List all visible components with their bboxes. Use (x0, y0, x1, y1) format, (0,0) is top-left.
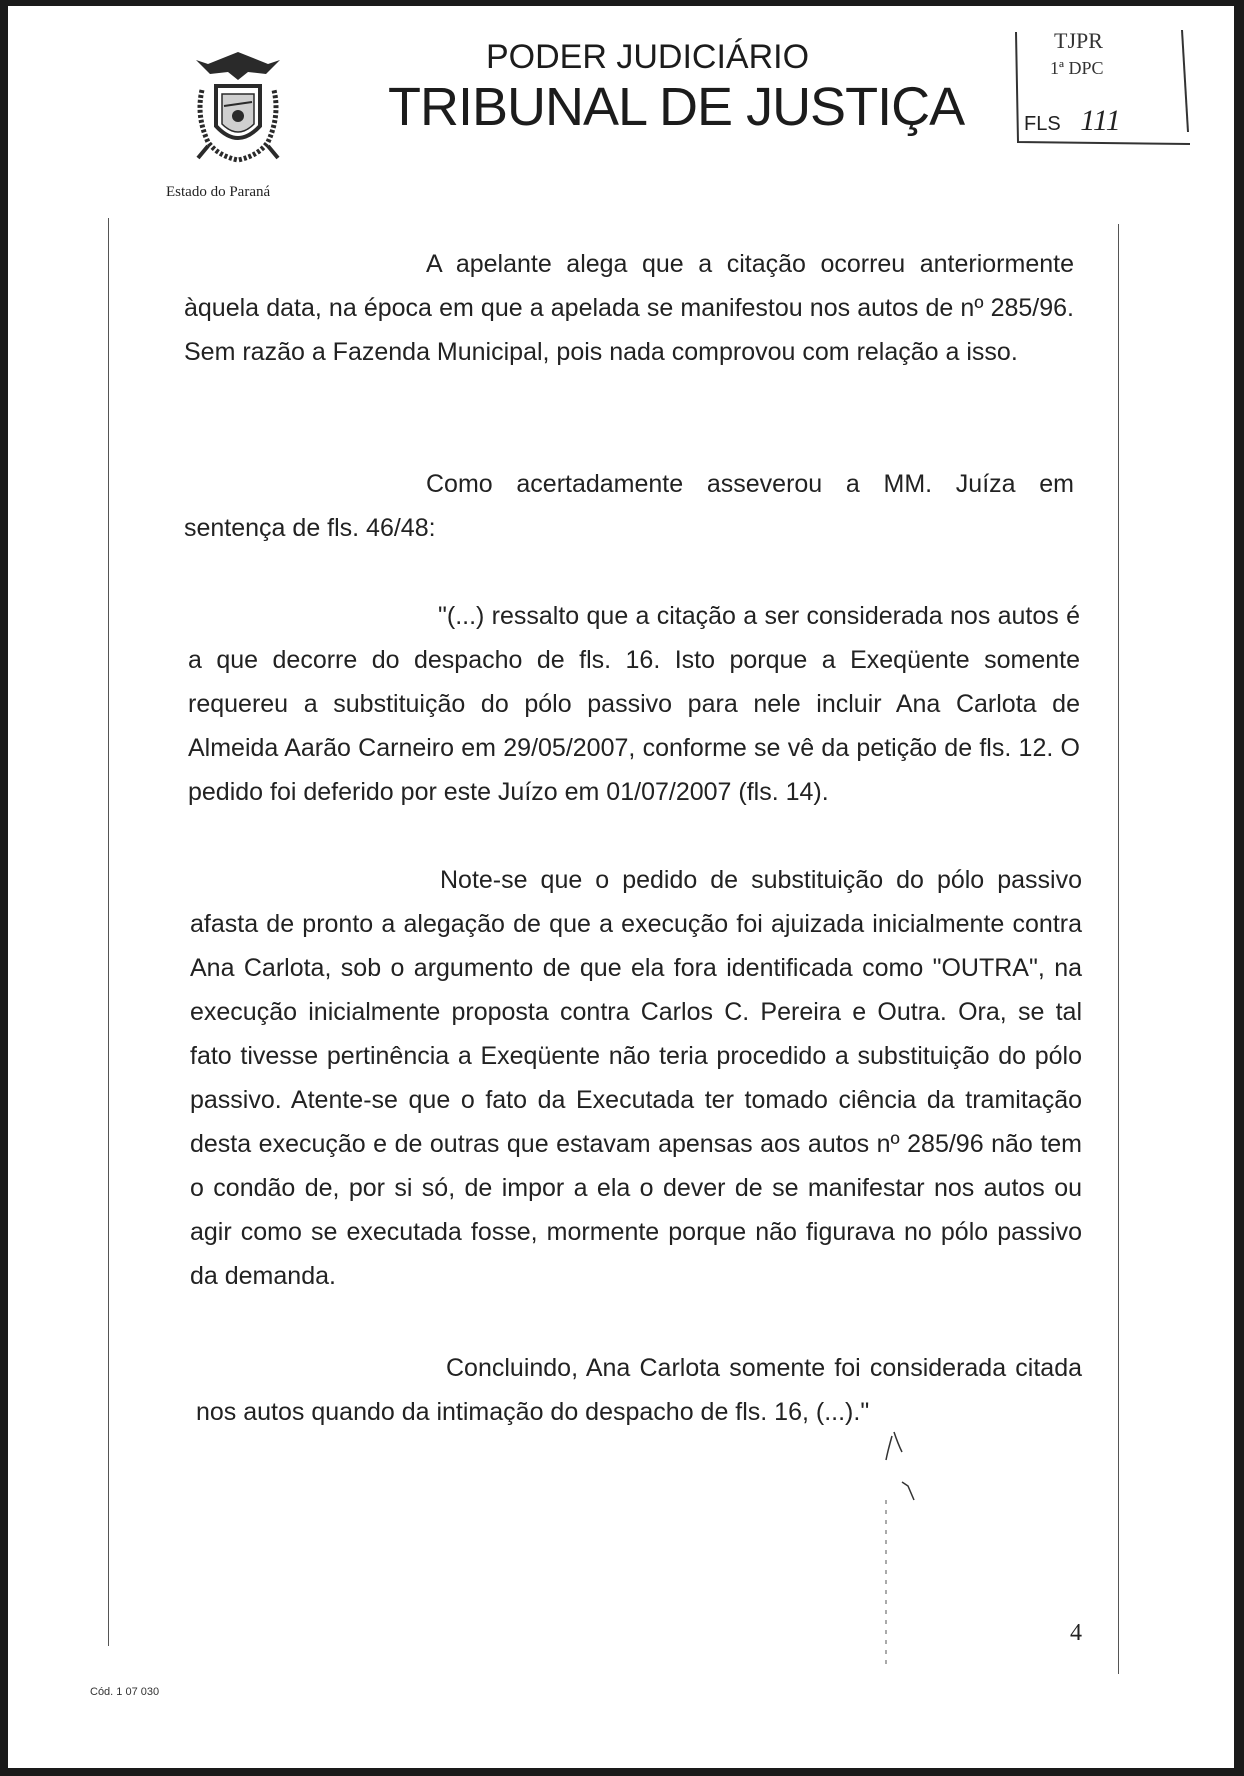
footer-form-code: Cód. 1 07 030 (90, 1686, 160, 1698)
stamp-court: TJPR (1054, 28, 1103, 53)
paragraph-sentence-intro: Como acertadamente asseverou a MM. Juíza em sentença de fls. 46/48: (184, 470, 1074, 542)
initials-signature-icon (864, 1430, 944, 1670)
folio-stamp (994, 20, 1194, 150)
header-court-name: TRIBUNAL DE JUSTIÇA (388, 77, 965, 137)
paragraph-quote-substitution: Note-se que o pedido de substituição do pólo passivo afasta de pronto a alegação de que a execução foi ajuizada inicialmente contra Ana Carlota, sob o argumento de que ela fora identificada como "OUTRA", na execução inicialmente proposta contra Carlos C. Pereira e Outra. Ora, se tal fato tivesse pertinência a Exeqüente não teria procedido a substituição do pólo passivo. Atente-se que o fato da Executada ter tomado ciência da tramitação desta execução e de outras que estavam apensas aos autos nº 285/96 não tem o condão de, por si só, de impor a ela o dever de se manifestar nos autos ou agir como se executada fosse, mormente porque não figurava no pólo passivo da demanda. (190, 866, 1082, 1290)
header-court-branch: PODER JUDICIÁRIO (486, 38, 810, 76)
paragraph-appeal-argument: A apelante alega que a citação ocorreu anteriormente àquela data, na época em que a apelada se manifestou nos autos de nº 285/96. Sem razão a Fazenda Municipal, pois nada comprovou com relação a isso. (184, 250, 1074, 366)
header-state: Estado do Paraná (166, 184, 271, 200)
stamp-chamber: 1ª DPC (1050, 58, 1104, 78)
stamp-folio (1024, 104, 1121, 138)
parana-coat-of-arms-icon (188, 46, 288, 166)
stamp-folio-label: FLS (1024, 113, 1061, 135)
left-margin-line (108, 218, 109, 1646)
paragraph-quote-conclusion: Concluindo, Ana Carlota somente foi considerada citada nos autos quando da intimação do despacho de fls. 16, (...)." (196, 1354, 1082, 1426)
paragraph-quote-citation: "(...) ressalto que a citação a ser considerada nos autos é a que decorre do despacho de fls. 16. Isto porque a Exeqüente somente requereu a substituição do pólo passivo para nele incluir Ana Carlota de Almeida Aarão Carneiro em 29/05/2007, conforme se vê da petição de fls. 12. O pedido foi deferido por este Juízo em 01/07/2007 (fls. 14). (188, 602, 1080, 806)
right-margin-line (1118, 224, 1119, 1674)
page-number: 4 (1070, 1620, 1082, 1646)
document-page (8, 6, 1234, 1768)
stamp-folio-number: 111 (1080, 104, 1121, 137)
